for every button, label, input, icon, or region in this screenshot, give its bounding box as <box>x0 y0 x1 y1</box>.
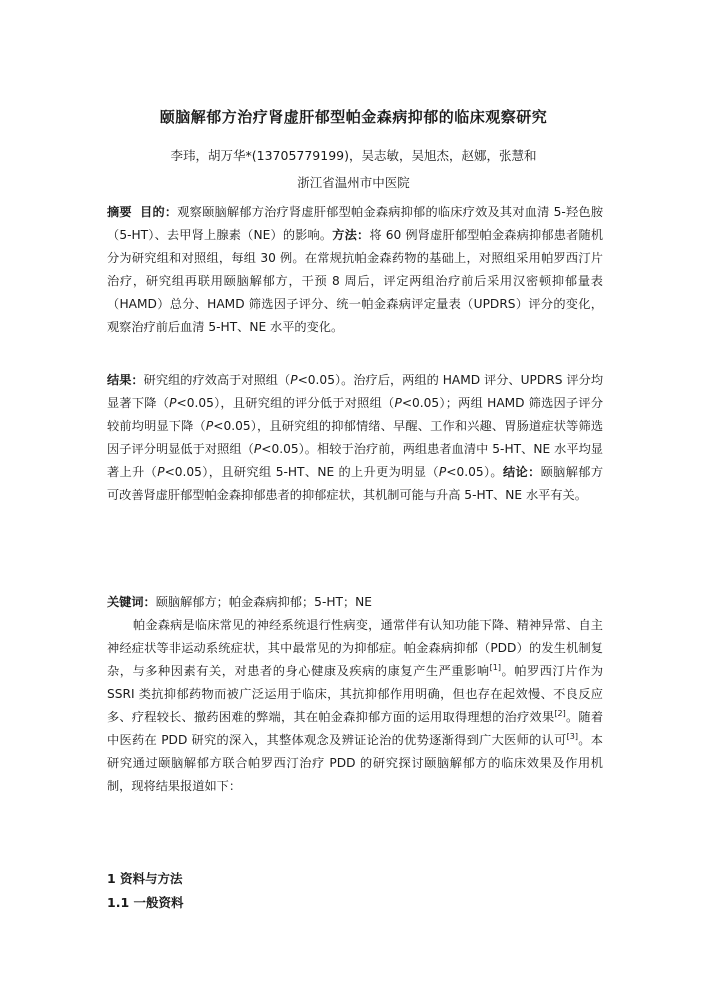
section-heading: 1 资料与方法 <box>107 871 183 886</box>
results-text: 研究组的疗效高于对照组（ <box>143 373 291 387</box>
results-text: <0.05）。治疗后，两组的 HAMD 评分、UPDRS 评分均显著下降（ <box>107 373 604 410</box>
intro-text: 。随着中医药在 PDD 研究的深入，其整体观念及辨证论治的优势逐渐得到广大医师的认可 <box>107 710 604 747</box>
p-value-symbol: P <box>290 373 298 387</box>
p-value-symbol: P <box>157 465 165 479</box>
abstract-paragraph <box>107 201 603 339</box>
intro-text: 。帕罗西汀片作为 SSRI 类抗抑郁药物而被广泛运用于临床，其抗抑郁作用明确，但也存在起效慢、不良反应多、疗程较长、撤药困难的弊端，其在帕金森抑郁方面的运用取得理想的治疗效果 <box>107 664 604 724</box>
p-value-symbol: P <box>438 465 447 479</box>
results-text: <0.05）。相较于治疗前，两组患者血清中 5-HT、NE 水平均显著上升（ <box>107 442 603 479</box>
citation-ref: [3] <box>566 731 578 741</box>
intro-text: 帕金森病是临床常见的神经系统退行性病变，通常伴有认知功能下降、精神异常、自主神经症状等非运动系统症状，其中最常见的为抑郁症。帕金森病抑郁（PDD）的发生机制复杂，与多种因素有关，对患者的身心健康及疾病的康复产生严重影响 <box>107 618 603 678</box>
conclusion-label: 结论： <box>502 465 541 479</box>
keywords-label: 关键词： <box>107 595 156 609</box>
p-value-symbol: P <box>253 442 262 456</box>
abstract-label: 摘要 <box>107 205 132 219</box>
intro-paragraph <box>107 614 603 798</box>
objective-text: 观察颐脑解郁方治疗肾虚肝郁型帕金森病抑郁的临床疗效及其对血清 5-羟色胺（5-HT）、去甲肾上腺素（NE）的影响。 <box>107 205 604 242</box>
results-paragraph <box>107 369 603 507</box>
methods-text: 将 60 例肾虚肝郁型帕金森病抑郁患者随机分为研究组和对照组，每组 30 例。在常规抗帕金森药物的基础上，对照组采用帕罗西汀片治疗，研究组再联用颐脑解郁方，干预 8 周后，评定两组治疗前后采用汉密顿抑郁量表（HAMD）总分、HAMD 筛选因子评分、统一帕金森病评定量表（UPDRS）评分的变化，观察治疗前后血清 5-HT、NE 水平的变化。 <box>107 228 604 334</box>
results-text: <0.05）。 <box>446 465 503 479</box>
results-text: <0.05），且研究组的评分低于对照组（ <box>176 396 395 410</box>
p-value-symbol: P <box>169 396 177 410</box>
intro-text: 。本研究通过颐脑解郁方联合帕罗西汀治疗 PDD 的研究探讨颐脑解郁方的临床效果及作用机制，现将结果报道如下： <box>107 733 603 793</box>
methods-label: 方法： <box>332 228 370 242</box>
results-text: <0.05），且研究组 5-HT、NE 的上升更为明显（ <box>164 465 439 479</box>
affiliation: 浙江省温州市中医院 <box>297 175 410 190</box>
conclusion-text: 颐脑解郁方可改善肾虚肝郁型帕金森抑郁患者的抑郁症状，其机制可能与升高 5-HT、NE 水平有关。 <box>107 465 604 502</box>
keywords-text: 颐脑解郁方；帕金森病抑郁；5-HT；NE <box>155 595 372 609</box>
paper-title: 颐脑解郁方治疗肾虚肝郁型帕金森病抑郁的临床观察研究 <box>159 108 548 126</box>
author-list: 李玮，胡万华*(13705779199)，吴志敏，吴旭杰，赵娜，张慧和 <box>170 148 537 163</box>
p-value-symbol: P <box>205 419 214 433</box>
results-text: <0.05），且研究组的抑郁情绪、早醒、工作和兴趣、胃肠道症状等筛选因子评分明显低于对照组（ <box>107 419 604 456</box>
results-label: 结果： <box>107 373 144 387</box>
keywords-line <box>107 591 603 614</box>
results-text: <0.05）；两组 HAMD 筛选因子评分较前均明显下降（ <box>107 396 604 433</box>
p-value-symbol: P <box>394 396 402 410</box>
objective-label: 目的： <box>140 205 178 219</box>
citation-ref: [1] <box>489 662 501 672</box>
subsection-heading: 1.1 一般资料 <box>107 895 184 910</box>
citation-ref: [2] <box>554 708 566 718</box>
